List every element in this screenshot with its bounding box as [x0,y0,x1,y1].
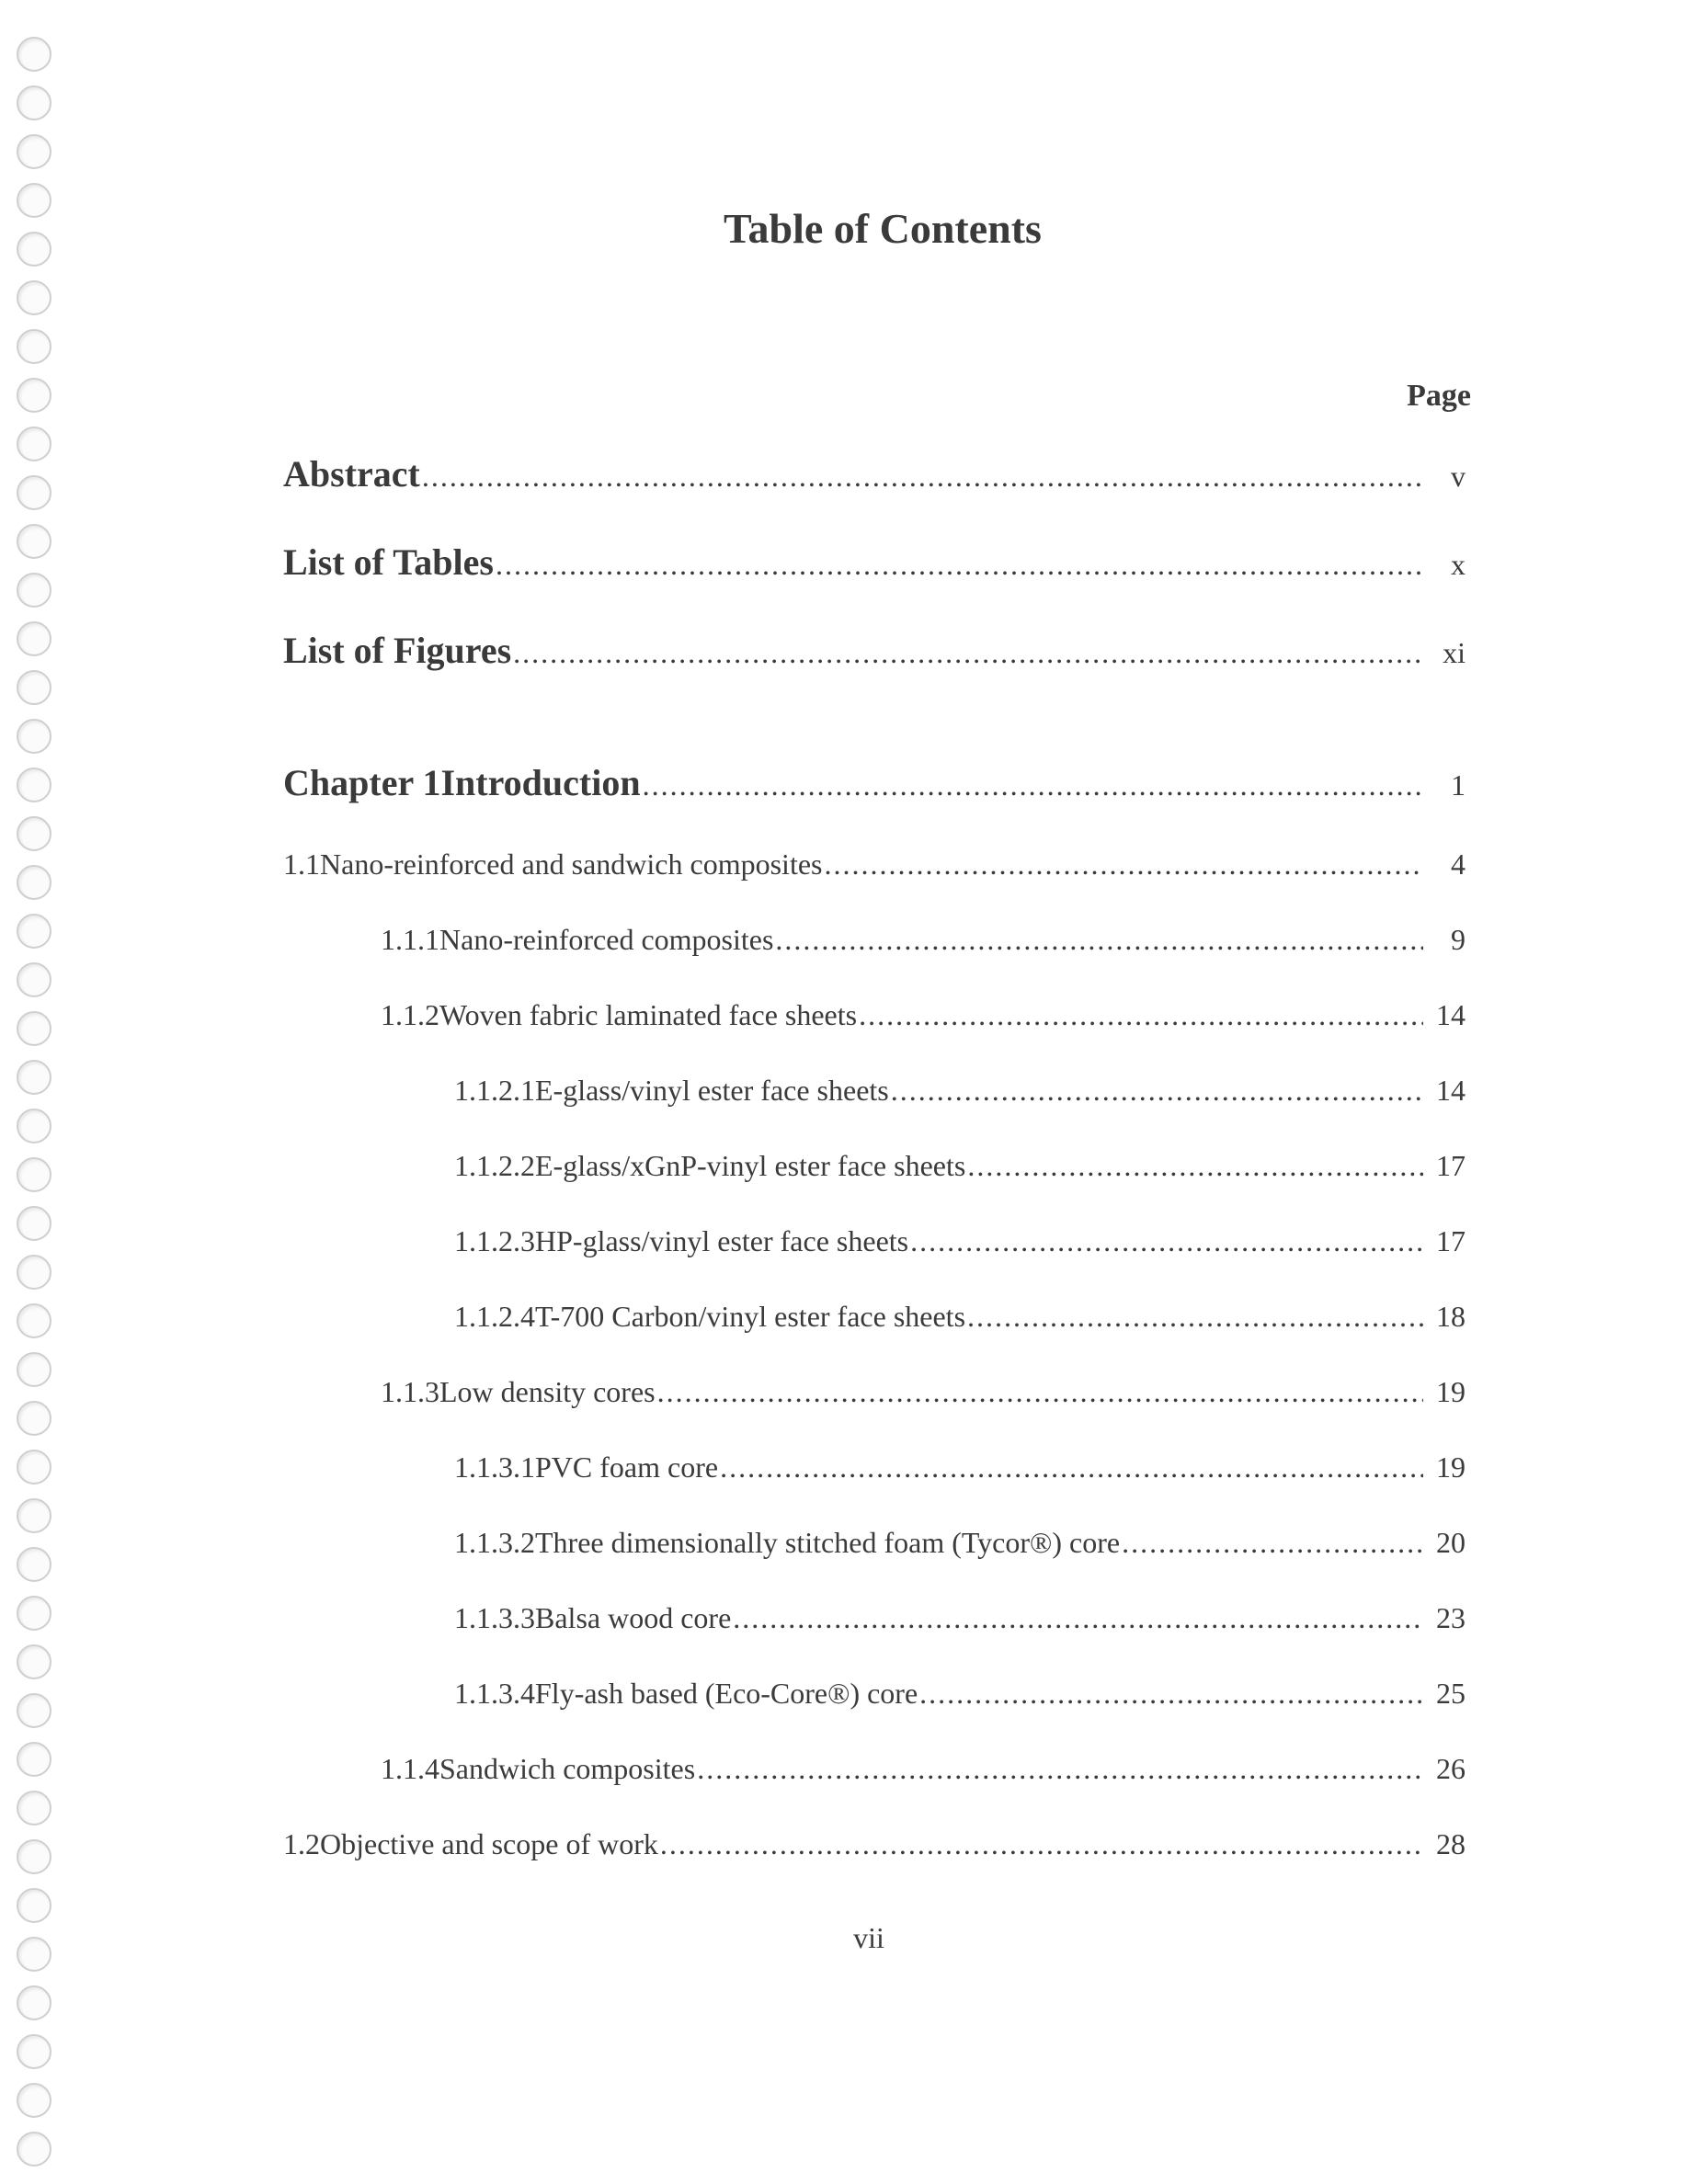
section-number: 1.1 [283,847,320,881]
binder-hole [17,914,51,949]
section-number: 1.1.3.1 [454,1450,535,1484]
leader-dots [891,1074,1423,1108]
leader-dots [859,998,1423,1032]
binder-hole [17,1839,51,1874]
binder-hole [17,2083,51,2118]
binder-hole [17,1060,51,1095]
chapter-number: Chapter 1 [283,762,441,803]
section-number: 1.1.4 [381,1752,439,1785]
toc-entry-label: HP-glass/vinyl ester face sheets [535,1224,909,1257]
binder-hole [17,2132,51,2167]
leader-dots [697,1752,1423,1786]
toc-page-number: 18 [1436,1300,1466,1333]
toc-entry-label: T-700 Carbon/vinyl ester face sheets [535,1300,966,1333]
toc-entry-list-of-figures[interactable] [283,629,1466,672]
section-number: 1.1.2.2 [454,1149,535,1182]
toc-entry-label: List of Tables [283,541,494,583]
section-number: 1.1.2 [381,998,439,1031]
toc-page-number: 28 [1436,1827,1466,1860]
toc-entry-label: Fly-ash based (Eco-Core®) core [535,1677,918,1710]
toc-page-number: 19 [1436,1375,1466,1408]
toc-entry-label: E-glass/vinyl ester face sheets [535,1074,889,1107]
toc-entry[interactable] [454,1450,1466,1484]
leader-dots [1122,1526,1423,1560]
toc-entry[interactable] [454,1224,1466,1258]
toc-entry-abstract[interactable] [283,452,1466,495]
binder-hole [17,1352,51,1387]
toc-entry[interactable] [283,847,1466,882]
toc-page-number: 4 [1451,847,1466,881]
binder-hole [17,1401,51,1436]
footer-page-number: vii [853,1921,884,1954]
leader-dots [919,1677,1423,1711]
leader-dots [643,768,1423,802]
binder-hole [17,1985,51,2020]
toc-page-number: x [1451,548,1466,581]
binder-hole [17,37,51,72]
binder-hole [17,475,51,510]
binder-hole [17,1206,51,1241]
toc-entry-label: Nano-reinforced composites [439,923,774,956]
binder-hole [17,427,51,461]
toc-page-number: 1 [1451,768,1466,802]
toc-entry-label: Abstract [283,453,420,495]
binder-hole [17,1742,51,1777]
section-number: 1.1.3.2 [454,1526,535,1559]
toc-entry[interactable] [454,1300,1466,1334]
toc-entry[interactable] [283,1827,1466,1861]
binder-hole [17,962,51,997]
toc-entry-label: Sandwich composites [439,1752,696,1785]
toc-entry[interactable] [381,1752,1466,1786]
binder-hole [17,1693,51,1728]
toc-entry-chapter-1[interactable] [283,761,1466,804]
toc-entry[interactable] [381,998,1466,1032]
toc-entry[interactable] [454,1677,1466,1711]
page-title: Table of Contents [724,205,1042,252]
toc-page-number: 14 [1436,1074,1466,1107]
section-number: 1.1.2.3 [454,1224,535,1257]
leader-dots [422,460,1423,494]
toc-page-number: xi [1443,636,1466,669]
toc-entry[interactable] [454,1601,1466,1635]
binder-hole [17,1109,51,1143]
toc-page-number: 26 [1436,1752,1466,1785]
binder-hole [17,1303,51,1338]
toc-entry[interactable] [454,1149,1466,1183]
section-number: 1.1.1 [381,923,439,956]
toc-entry-label: Woven fabric laminated face sheets [439,998,858,1031]
binder-hole [17,280,51,315]
toc-page-number: 25 [1436,1677,1466,1710]
toc-page-number: 19 [1436,1450,1466,1484]
binder-hole [17,1644,51,1679]
binder-hole [17,329,51,364]
leader-dots [824,847,1423,882]
chapter-title: Introduction [440,762,641,803]
binder-hole [17,1791,51,1826]
binder-hole [17,134,51,169]
toc-page-number: 9 [1451,923,1466,956]
section-number: 1.1.3.3 [454,1601,535,1634]
toc-entry-label: Three dimensionally stitched foam (Tycor®) core [535,1526,1121,1559]
leader-dots [733,1601,1423,1635]
section-number: 1.1.2.1 [454,1074,535,1107]
section-number: 1.1.3.4 [454,1677,535,1710]
toc-page-number: 23 [1436,1601,1466,1634]
binder-hole [17,2034,51,2069]
leader-dots [720,1450,1423,1484]
toc-entry[interactable] [381,923,1466,957]
leader-dots [910,1224,1423,1258]
binder-hole [17,85,51,120]
toc-entry-label: Low density cores [439,1375,656,1408]
toc-page-number: 20 [1436,1526,1466,1559]
section-number: 1.2 [283,1827,320,1860]
binder-hole [17,1450,51,1484]
toc-entry-label: PVC foam core [535,1450,719,1484]
toc-entry-label: List of Figures [283,630,512,671]
binder-hole [17,1547,51,1582]
toc-entry[interactable] [454,1526,1466,1560]
binder-hole [17,1157,51,1192]
section-number: 1.1.2.4 [454,1300,535,1333]
binder-hole [17,573,51,608]
binder-hole [17,524,51,559]
binder-hole [17,719,51,754]
toc-entry-label: Objective and scope of work [320,1827,658,1860]
page-column-header: Page [1407,379,1471,413]
section-number: 1.1.3 [381,1375,439,1408]
toc-entry-label: Nano-reinforced and sandwich composites [320,847,823,881]
leader-dots [660,1827,1423,1861]
binder-hole [17,378,51,413]
toc-entry-label: Balsa wood core [535,1601,732,1634]
toc-page-number: 17 [1436,1224,1466,1257]
binder-hole [17,1888,51,1923]
leader-dots [513,636,1423,670]
binder-holes [17,37,53,2169]
binder-hole [17,1011,51,1046]
leader-dots [496,548,1423,582]
binder-hole [17,1255,51,1290]
binder-hole [17,670,51,705]
binder-hole [17,865,51,900]
toc-entry[interactable] [381,1375,1466,1409]
toc-entry-label: E-glass/xGnP-vinyl ester face sheets [535,1149,966,1182]
toc-entry-list-of-tables[interactable] [283,540,1466,584]
binder-hole [17,768,51,802]
toc-page-number: 17 [1436,1149,1466,1182]
leader-dots [775,923,1423,957]
toc-entry[interactable] [454,1074,1466,1108]
binder-hole [17,1498,51,1533]
binder-hole [17,621,51,656]
leader-dots [967,1300,1423,1334]
binder-hole [17,1596,51,1631]
toc-page-number: 14 [1436,998,1466,1031]
leader-dots [967,1149,1423,1183]
toc-page-number: v [1451,460,1466,493]
leader-dots [657,1375,1423,1409]
binder-hole [17,816,51,851]
